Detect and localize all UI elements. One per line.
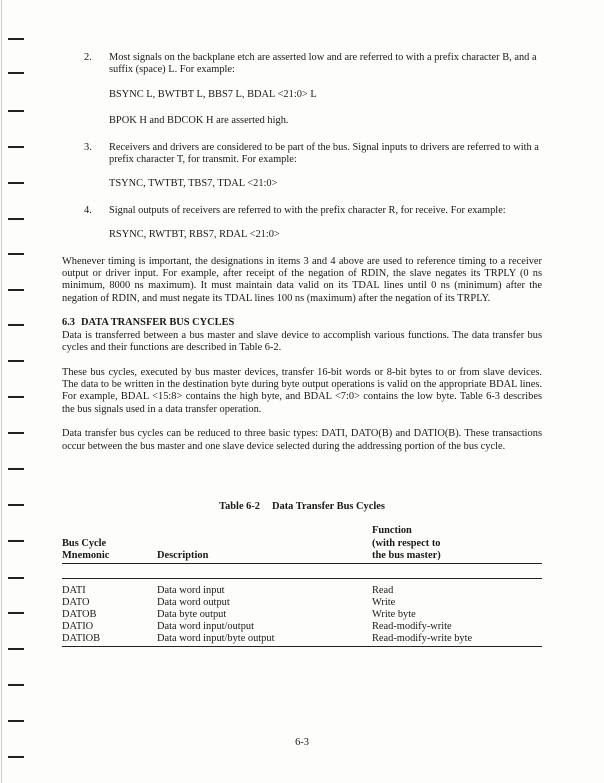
margin-tick <box>8 684 24 686</box>
header-text: Bus Cycle <box>62 537 107 549</box>
cell-function: Write <box>372 596 396 608</box>
margin-tick <box>8 218 24 220</box>
cell-description: Data word input/byte output <box>157 633 275 645</box>
table-header-row <box>62 525 542 563</box>
signal-example: BSYNC L, BWTBT L, BBS7 L, BDAL <21:0> L <box>109 88 317 100</box>
cell-mnemonic: DATIOB <box>62 633 101 645</box>
margin-tick <box>8 146 24 148</box>
header-text: the bus master) <box>372 550 441 562</box>
list-item-number: 4. <box>84 204 92 216</box>
table-row <box>62 621 542 633</box>
header-text: Function <box>372 525 412 537</box>
section-title: DATA TRANSFER BUS CYCLES <box>81 317 235 329</box>
list-item-text: Signal outputs of receivers are referred to with the prefix character R, for receive. For example: <box>109 204 506 216</box>
margin-tick <box>8 756 24 758</box>
header-description <box>157 525 372 563</box>
list-item <box>62 205 542 217</box>
list-item-number: 2. <box>84 52 92 63</box>
cell-mnemonic: DATI <box>62 584 86 596</box>
margin-tick-marks <box>0 0 30 783</box>
margin-tick <box>8 720 24 722</box>
cell-description: Data word input <box>157 584 225 596</box>
header-function <box>372 525 542 563</box>
margin-tick <box>8 182 24 184</box>
margin-tick <box>8 432 24 434</box>
list-item <box>62 142 542 167</box>
section-intro: Data is transferred between a bus master and slave device to accomplish various functions. The data transfer bus cycles and their functions are described in Table 6-2. <box>62 329 542 354</box>
margin-tick <box>8 38 24 40</box>
margin-tick <box>8 110 24 112</box>
margin-tick <box>8 360 24 362</box>
list-item-number: 3. <box>84 141 92 153</box>
timing-paragraph: Whenever timing is important, the designations in items 3 and 4 above are used to reference timing to a receiver output or driver input. For example, after receipt of the negation of RDIN, the slave negates its TRPLY (0 ns minimum, 8000 ns maximum). It must maintain data valid on its TDAL lines until 0 ns (minimum) after the negation of RDIN, and must negate its TDAL lines 100 ns (maximum) after the negation of its TRPLY. <box>62 255 542 304</box>
signal-example: BPOK H and BDCOK H are asserted high. <box>109 115 289 127</box>
cell-description: Data word output <box>157 596 230 608</box>
margin-tick <box>8 324 24 326</box>
list-item-text: Most signals on the backplane etch are asserted low and are referred to with a prefix character B, and a suffix (space) L. For example: <box>109 52 537 76</box>
margin-tick <box>8 577 24 579</box>
header-bus-cycle <box>62 525 157 563</box>
cell-function: Write byte <box>372 608 416 620</box>
cell-mnemonic: DATIO <box>62 621 94 633</box>
table-row <box>62 597 542 609</box>
table-label: Table 6-2 <box>219 500 261 512</box>
bus-types-paragraph: Data transfer bus cycles can be reduced to three basic types: DATI, DATO(B) and DATIO(B). These transactions occur between the bus master and one slave device selected during the addressing portion of the bus cycle. <box>62 428 542 452</box>
section-number: 6.3 <box>62 317 75 329</box>
margin-tick <box>8 540 24 542</box>
bus-cycles-paragraph: These bus cycles, executed by bus master devices, transfer 16-bit words or 8-bit bytes to or from slave devices. The data to be written in the destination byte during byte output operations is valid on the appropriate BDAL lines. For example, BDAL <15:8> contains the high byte, and BDAL <7:0> contains the low byte. Table 6-3 describes the bus signals used in a data transfer operation. <box>62 366 542 415</box>
cell-mnemonic: DATOB <box>62 608 97 620</box>
table-row <box>62 585 542 597</box>
margin-tick <box>8 612 24 614</box>
header-text: Description <box>157 550 209 562</box>
cell-description: Data byte output <box>157 608 227 620</box>
margin-tick <box>8 253 24 255</box>
margin-tick <box>8 396 24 398</box>
margin-tick <box>8 504 24 506</box>
cell-function: Read <box>372 584 394 596</box>
signal-example: TSYNC, TWTBT, TBS7, TDAL <21:0> <box>109 178 278 190</box>
cell-function: Read-modify-write <box>372 621 452 633</box>
list-item-text: Receivers and drivers are considered to be part of the bus. Signal inputs to drivers are referred to with a prefix character T, for transmit. For example: <box>109 141 539 166</box>
list-item <box>62 52 542 77</box>
table-row <box>62 609 542 621</box>
cell-function: Read-modify-write byte <box>372 633 473 645</box>
cell-mnemonic: DATO <box>62 596 90 608</box>
signal-example: RSYNC, RWTBT, RBS7, RDAL <21:0> <box>109 229 280 241</box>
document-page <box>62 52 542 647</box>
margin-tick <box>8 289 24 291</box>
margin-tick <box>8 72 24 74</box>
cell-description: Data word input/output <box>157 621 254 633</box>
header-text: (with respect to <box>372 537 441 549</box>
table-row <box>62 633 542 646</box>
section-heading <box>62 317 542 329</box>
page-number: 6-3 <box>295 737 309 748</box>
header-text: Mnemonic <box>62 550 110 562</box>
margin-tick <box>8 468 24 470</box>
table-caption <box>62 501 542 513</box>
table-title: Data Transfer Bus Cycles <box>272 500 385 512</box>
margin-tick <box>8 648 24 650</box>
bus-cycles-table <box>62 525 542 646</box>
